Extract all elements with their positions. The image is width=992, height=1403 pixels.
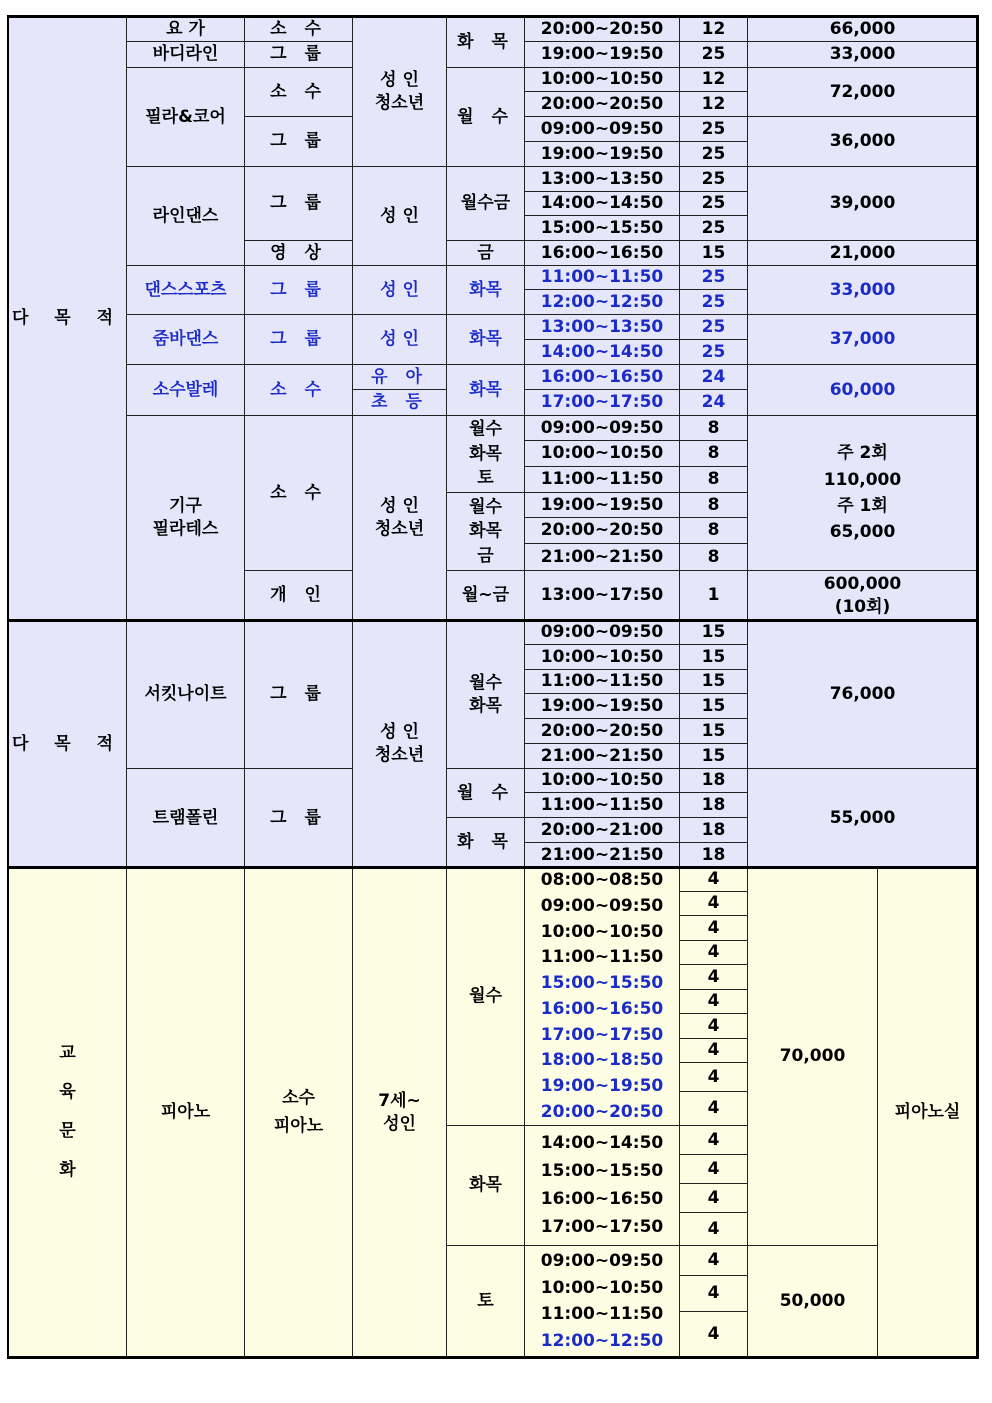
time-cell: 13:00~17:50 bbox=[524, 570, 680, 621]
capacity-cell: 4 bbox=[679, 940, 748, 965]
days-group-morning: 월수 화목 토 bbox=[446, 415, 525, 493]
program-zumba: 줌바댄스 bbox=[126, 314, 245, 365]
time-cell: 16:00~16:50 bbox=[540, 998, 664, 1019]
fee-cell: 36,000 bbox=[747, 116, 978, 167]
top-border-line bbox=[8, 15, 979, 18]
time-cell: 19:00~19:50 bbox=[524, 141, 680, 167]
capacity-cell: 4 bbox=[679, 1091, 748, 1126]
time-cell: 15:00~15:50 bbox=[540, 973, 664, 994]
days-saturday: 토 bbox=[446, 1245, 525, 1358]
days-mon-wed: 월 수 bbox=[446, 67, 525, 167]
capacity-cell: 4 bbox=[679, 1062, 748, 1092]
time-cell: 20:00~20:50 bbox=[524, 718, 680, 744]
capacity-cell: 24 bbox=[679, 364, 748, 390]
capacity-cell: 25 bbox=[679, 41, 748, 68]
fee-cell: 55,000 bbox=[747, 768, 978, 868]
capacity-cell: 4 bbox=[679, 1013, 748, 1039]
target-elementary: 초 등 bbox=[352, 389, 447, 416]
capacity-cell: 24 bbox=[679, 389, 748, 416]
time-cell: 11:00~11:50 bbox=[524, 466, 680, 493]
days-tue-thu: 화목 bbox=[446, 1125, 525, 1246]
program-pilates-core: 필라&코어 bbox=[126, 67, 245, 167]
capacity-cell: 12 bbox=[679, 16, 748, 42]
time-cell: 21:00~21:50 bbox=[524, 543, 680, 571]
capacity-cell: 4 bbox=[679, 1245, 748, 1276]
capacity-cell: 4 bbox=[679, 915, 748, 941]
capacity-cell: 15 bbox=[679, 644, 748, 670]
time-cell: 08:00~08:50 bbox=[540, 870, 664, 891]
target-adult: 성 인 bbox=[352, 166, 447, 266]
program-equipment-pilates: 기구 필라테스 bbox=[126, 415, 245, 621]
type-minority: 소 수 bbox=[244, 364, 353, 416]
category-education-culture: 교 육 문 화 bbox=[8, 867, 127, 1358]
capacity-cell: 4 bbox=[679, 891, 748, 916]
type-group: 그 룹 bbox=[244, 116, 353, 167]
time-cell: 10:00~10:50 bbox=[524, 440, 680, 467]
time-cell: 09:00~09:50 bbox=[540, 896, 664, 917]
capacity-cell: 4 bbox=[679, 1183, 748, 1213]
capacity-cell: 15 bbox=[679, 240, 748, 266]
capacity-cell: 25 bbox=[679, 215, 748, 241]
capacity-cell: 25 bbox=[679, 116, 748, 142]
capacity-cell: 25 bbox=[679, 141, 748, 167]
type-group: 그 룹 bbox=[244, 166, 353, 241]
days-tue-thu: 화목 bbox=[446, 364, 525, 416]
time-cell: 09:00~09:50 bbox=[524, 116, 680, 142]
time-cell: 09:00~09:50 bbox=[540, 1250, 664, 1271]
time-cell: 20:00~20:50 bbox=[524, 16, 680, 42]
time-cell: 16:00~16:50 bbox=[540, 1188, 664, 1209]
time-cell: 15:00~15:50 bbox=[540, 1161, 664, 1182]
capacity-cell: 8 bbox=[679, 440, 748, 467]
days-fri: 금 bbox=[446, 240, 525, 266]
time-cell: 10:00~10:50 bbox=[524, 67, 680, 92]
capacity-cell: 4 bbox=[679, 1154, 748, 1184]
target-adult: 성 인 bbox=[352, 265, 447, 315]
piano-sat-times bbox=[524, 1245, 680, 1358]
room-piano: 피아노실 bbox=[877, 867, 978, 1358]
fee-cell: 50,000 bbox=[747, 1245, 878, 1358]
time-cell: 16:00~16:50 bbox=[524, 240, 680, 266]
fee-cell: 21,000 bbox=[747, 240, 978, 266]
time-cell: 19:00~19:50 bbox=[524, 693, 680, 719]
capacity-cell: 15 bbox=[679, 669, 748, 694]
time-cell: 14:00~14:50 bbox=[540, 1133, 664, 1154]
capacity-cell: 4 bbox=[679, 989, 748, 1014]
time-cell: 17:00~17:50 bbox=[540, 1216, 664, 1237]
program-bodyline: 바디라인 bbox=[126, 41, 245, 68]
time-cell: 10:00~10:50 bbox=[524, 644, 680, 670]
time-cell: 13:00~13:50 bbox=[524, 314, 680, 340]
type-minority: 소 수 bbox=[244, 16, 353, 42]
capacity-cell: 25 bbox=[679, 289, 748, 315]
time-cell: 21:00~21:50 bbox=[524, 842, 680, 868]
fee-cell: 70,000 bbox=[747, 867, 878, 1246]
time-cell: 19:00~19:50 bbox=[524, 492, 680, 518]
time-cell: 19:00~19:50 bbox=[540, 1075, 664, 1096]
days-mon-fri: 월~금 bbox=[446, 570, 525, 621]
days-mon-wed-fri: 월수금 bbox=[446, 166, 525, 241]
type-group: 그 룹 bbox=[244, 265, 353, 315]
capacity-cell: 25 bbox=[679, 314, 748, 340]
program-piano: 피아노 bbox=[126, 867, 245, 1358]
time-cell: 15:00~15:50 bbox=[524, 215, 680, 241]
left-border-line bbox=[7, 15, 9, 1359]
time-cell: 19:00~19:50 bbox=[524, 41, 680, 68]
type-video: 영 상 bbox=[244, 240, 353, 266]
capacity-cell: 4 bbox=[679, 964, 748, 990]
days-tue-thu: 화 목 bbox=[446, 16, 525, 68]
type-group: 그 룹 bbox=[244, 620, 353, 769]
days-mon-wed: 월 수 bbox=[446, 768, 525, 818]
time-cell: 18:00~18:50 bbox=[540, 1050, 664, 1071]
days-mon-wed: 월수 bbox=[446, 867, 525, 1126]
time-cell: 17:00~17:50 bbox=[524, 389, 680, 416]
time-cell: 11:00~11:50 bbox=[524, 792, 680, 818]
time-cell: 11:00~11:50 bbox=[524, 669, 680, 694]
target-adult-youth: 성 인 청소년 bbox=[352, 16, 447, 167]
program-yoga: 요 가 bbox=[126, 16, 245, 42]
type-minority: 소 수 bbox=[244, 415, 353, 571]
time-cell: 10:00~10:50 bbox=[540, 1277, 664, 1298]
capacity-cell: 25 bbox=[679, 166, 748, 192]
capacity-cell: 8 bbox=[679, 517, 748, 544]
type-group: 그 룹 bbox=[244, 314, 353, 365]
capacity-cell: 4 bbox=[679, 1212, 748, 1246]
fee-cell: 33,000 bbox=[747, 265, 978, 315]
time-cell: 13:00~13:50 bbox=[524, 166, 680, 192]
capacity-cell: 15 bbox=[679, 693, 748, 719]
type-small-piano: 소수 피아노 bbox=[244, 867, 353, 1358]
fee-cell: 600,000 (10회) bbox=[747, 570, 978, 621]
capacity-cell: 15 bbox=[679, 718, 748, 744]
days-group-evening: 월수 화목 금 bbox=[446, 492, 525, 571]
time-cell: 10:00~10:50 bbox=[524, 768, 680, 793]
program-line-dance: 라인댄스 bbox=[126, 166, 245, 266]
type-minority: 소 수 bbox=[244, 67, 353, 117]
type-group: 그 룹 bbox=[244, 768, 353, 868]
fee-cell: 66,000 bbox=[747, 16, 978, 42]
capacity-cell: 8 bbox=[679, 492, 748, 518]
capacity-cell: 4 bbox=[679, 867, 748, 892]
capacity-cell: 25 bbox=[679, 191, 748, 216]
time-cell: 10:00~10:50 bbox=[540, 921, 664, 942]
type-group: 그 룹 bbox=[244, 41, 353, 68]
target-age: 7세~ 성인 bbox=[352, 867, 447, 1358]
time-cell: 20:00~20:50 bbox=[540, 1101, 664, 1122]
fee-cell: 39,000 bbox=[747, 166, 978, 241]
type-individual: 개 인 bbox=[244, 570, 353, 621]
fee-cell: 37,000 bbox=[747, 314, 978, 365]
time-cell: 14:00~14:50 bbox=[524, 339, 680, 365]
time-cell: 20:00~20:50 bbox=[524, 91, 680, 117]
program-dance-sports: 댄스스포츠 bbox=[126, 265, 245, 315]
program-small-ballet: 소수발레 bbox=[126, 364, 245, 416]
capacity-cell: 15 bbox=[679, 620, 748, 645]
target-adult: 성 인 bbox=[352, 314, 447, 365]
time-cell: 21:00~21:50 bbox=[524, 743, 680, 769]
capacity-cell: 25 bbox=[679, 339, 748, 365]
capacity-cell: 25 bbox=[679, 265, 748, 290]
capacity-cell: 8 bbox=[679, 543, 748, 571]
capacity-cell: 8 bbox=[679, 466, 748, 493]
days-tue-thu: 화 목 bbox=[446, 817, 525, 868]
capacity-cell: 4 bbox=[679, 1311, 748, 1358]
time-cell: 14:00~14:50 bbox=[524, 191, 680, 216]
target-adult-youth: 성 인 청소년 bbox=[352, 620, 447, 868]
time-cell: 20:00~21:00 bbox=[524, 817, 680, 843]
time-cell: 11:00~11:50 bbox=[540, 947, 664, 968]
days-tue-thu: 화목 bbox=[446, 314, 525, 365]
days-circuit: 월수 화목 bbox=[446, 620, 525, 769]
capacity-cell: 18 bbox=[679, 792, 748, 818]
bottom-border-line bbox=[8, 1356, 979, 1359]
fee-cell: 주 2회 110,000 주 1회 65,000 bbox=[747, 415, 978, 571]
time-cell: 09:00~09:50 bbox=[524, 415, 680, 441]
capacity-cell: 4 bbox=[679, 1275, 748, 1312]
capacity-cell: 18 bbox=[679, 842, 748, 868]
days-tue-thu: 화목 bbox=[446, 265, 525, 315]
fee-cell: 33,000 bbox=[747, 41, 978, 68]
time-cell: 16:00~16:50 bbox=[524, 364, 680, 390]
target-toddler: 유 아 bbox=[352, 364, 447, 390]
program-trampoline: 트램폴린 bbox=[126, 768, 245, 868]
capacity-cell: 18 bbox=[679, 768, 748, 793]
program-circuit-night: 서킷나이트 bbox=[126, 620, 245, 769]
fee-cell: 76,000 bbox=[747, 620, 978, 769]
time-cell: 17:00~17:50 bbox=[540, 1024, 664, 1045]
capacity-cell: 18 bbox=[679, 817, 748, 843]
category-multipurpose: 다 목 적 bbox=[8, 620, 127, 868]
capacity-cell: 15 bbox=[679, 743, 748, 769]
category-multipurpose: 다 목 적 bbox=[8, 16, 127, 621]
capacity-cell: 8 bbox=[679, 415, 748, 441]
target-adult-youth: 성 인 청소년 bbox=[352, 415, 447, 621]
section-divider-line bbox=[8, 866, 979, 869]
time-cell: 20:00~20:50 bbox=[524, 517, 680, 544]
capacity-cell: 4 bbox=[679, 1125, 748, 1155]
fee-cell: 60,000 bbox=[747, 364, 978, 416]
capacity-cell: 4 bbox=[679, 1038, 748, 1063]
piano-tt-times bbox=[524, 1125, 680, 1246]
section-divider-line bbox=[8, 619, 979, 622]
time-cell: 09:00~09:50 bbox=[524, 620, 680, 645]
time-cell: 12:00~12:50 bbox=[524, 289, 680, 315]
piano-mw-times bbox=[524, 867, 680, 1126]
time-cell: 11:00~11:50 bbox=[524, 265, 680, 290]
fee-cell: 72,000 bbox=[747, 67, 978, 117]
capacity-cell: 12 bbox=[679, 67, 748, 92]
right-border-line bbox=[976, 15, 979, 1359]
time-cell: 11:00~11:50 bbox=[540, 1304, 664, 1325]
capacity-cell: 1 bbox=[679, 570, 748, 621]
capacity-cell: 12 bbox=[679, 91, 748, 117]
time-cell: 12:00~12:50 bbox=[540, 1331, 664, 1352]
